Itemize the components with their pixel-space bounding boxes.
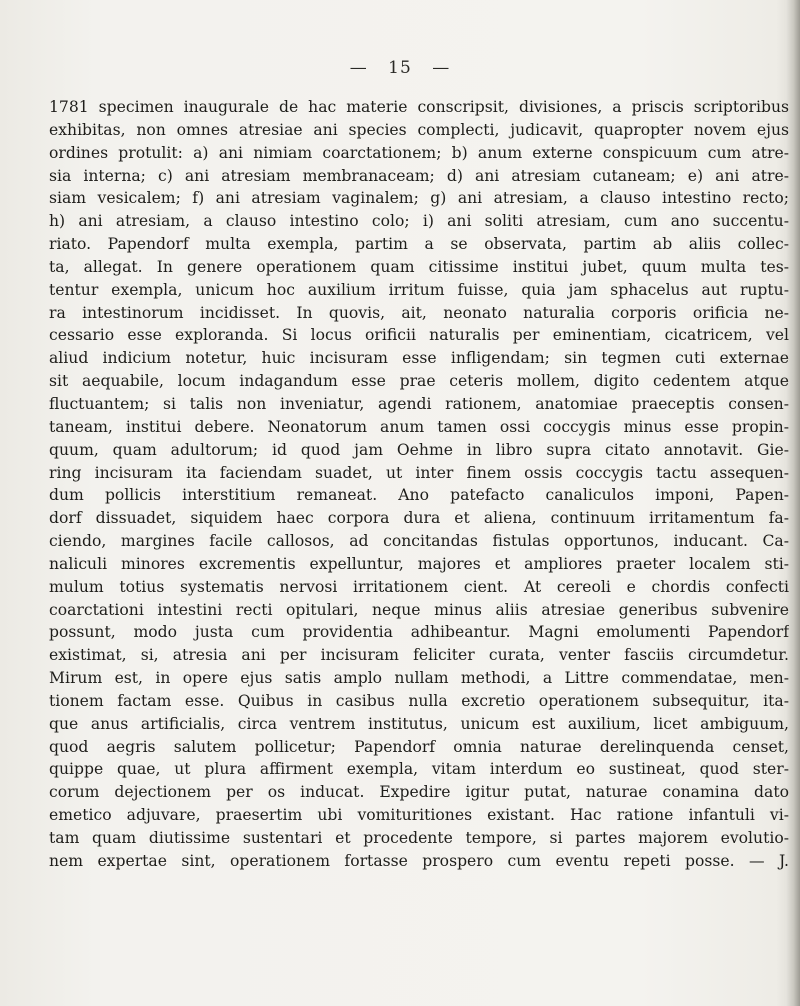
text-line: naliculi minores excrementis expelluntur, majores et ampliores praeter localem sti- (49, 554, 789, 573)
text-line: ciendo, margines facile callosos, ad concitandas fistulas opportunos, inducant. Ca- (49, 532, 789, 551)
header-dash-right: — (432, 58, 451, 78)
page-number: 15 (388, 58, 412, 78)
text-line: Mirum est, in opere ejus satis amplo nullam methodi, a Littre commendatae, men- (49, 669, 789, 688)
text-line: mulum totius systematis nervosi irritationem cient. At cereoli e chordis confecti (49, 577, 789, 596)
text-line: h) ani atresiam, a clauso intestino colo; i) ani soliti atresiam, cum ano succentu- (49, 212, 789, 231)
text-line: coarctationi intestini recti opitulari, neque minus aliis atresiae generibus subvenire (49, 600, 789, 619)
text-line: nem expertae sint, operationem fortasse prospero cum eventu repeti posse. — J. (49, 851, 789, 870)
text-line: fluctuantem; si talis non inveniatur, agendi rationem, anatomiae praeceptis consen- (49, 394, 789, 413)
text-line: emetico adjuvare, praesertim ubi vomituritiones existant. Hac ratione infantuli vi- (49, 806, 789, 825)
text-line: dorf dissuadet, siquidem haec corpora dura et aliena, continuum irritamentum fa- (49, 509, 789, 528)
text-line: ta, allegat. In genere operationem quam citissime institui jubet, quum multa tes- (49, 257, 789, 276)
header-dash-left: — (349, 58, 368, 78)
text-line: ring incisuram ita faciendam suadet, ut inter finem ossis coccygis tactu assequen- (49, 463, 789, 482)
text-line: possunt, modo justa cum providentia adhibeantur. Magni emolumenti Papendorf (49, 623, 789, 642)
text-line: tionem factam esse. Quibus in casibus nulla excretio operationem subsequitur, ita- (49, 691, 789, 710)
text-line: dum pollicis interstitium remaneat. Ano patefacto canaliculos imponi, Papen- (49, 486, 789, 505)
text-line: sit aequabile, locum indagandum esse prae ceteris mollem, digito cedentem atque (49, 372, 789, 391)
text-line: corum dejectionem per os inducat. Expedire igitur putat, naturae conamina dato (49, 783, 789, 802)
page-header (0, 58, 800, 78)
text-line: que anus artificialis, circa ventrem institutus, unicum est auxilium, licet ambiguum, (49, 714, 789, 733)
text-line: tentur exempla, unicum hoc auxilium irritum fuisse, quia jam sphacelus aut ruptu- (49, 280, 789, 299)
text-line: cessario esse exploranda. Si locus orificii naturalis per eminentiam, cicatricem, vel (49, 326, 789, 345)
text-line: tam quam diutissime sustentari et procedente tempore, si partes majorem evolutio- (49, 829, 789, 847)
text-line: ordines protulit: a) ani nimiam coarctationem; b) anum externe conspicuum cum atre- (49, 143, 789, 162)
text-line: aliud indicium notetur, huic incisuram esse infligendam; sin tegmen cuti externae (49, 349, 789, 368)
text-line: quum, quam adultorum; id quod jam Oehme in libro supra citato annotavit. Gie- (49, 440, 789, 459)
text-line: quod aegris salutem pollicetur; Papendorf omnia naturae derelinquenda censet, (49, 737, 789, 756)
text-line: sia interna; c) ani atresiam membranaceam; d) ani atresiam cutaneam; e) ani atre- (49, 166, 789, 185)
text-line: existimat, si, atresia ani per incisuram feliciter curata, venter fasciis circumdetur. (49, 646, 789, 665)
text-line: taneam, institui debere. Neonatorum anum tamen ossi coccygis minus esse propin- (49, 417, 789, 436)
text-line: siam vesicalem; f) ani atresiam vaginalem; g) ani atresiam, a clauso intestino recto; (49, 189, 789, 208)
text-line: 1781 specimen inaugurale de hac materie conscripsit, divisiones, a priscis scriptoribus (49, 98, 789, 116)
text-line: ra intestinorum incidisset. In quovis, ait, neonato naturalia corporis orificia ne- (49, 303, 789, 322)
text-line: exhibitas, non omnes atresiae ani species complecti, judicavit, quapropter novem ejus (49, 120, 789, 139)
text-line: riato. Papendorf multa exempla, partim a se observata, partim ab aliis collec- (49, 235, 789, 254)
body-paragraph (49, 96, 789, 873)
text-line: quippe quae, ut plura affirment exempla, vitam interdum eo sustineat, quod ster- (49, 760, 789, 779)
